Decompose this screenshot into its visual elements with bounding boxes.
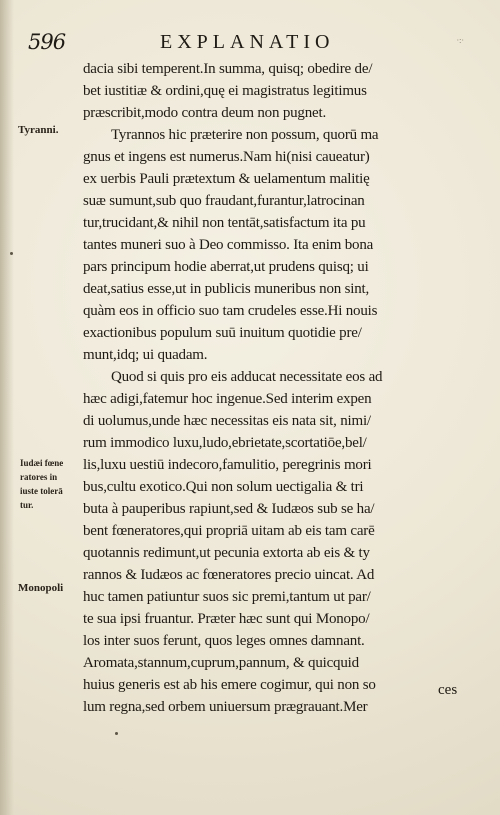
text-line: ex uerbis Pauli prætextum & uelamentum malitię	[83, 171, 370, 187]
margin-note-monopoli: Monopoli	[18, 582, 64, 594]
text-line: dacia sibi temperent.In summa, quisq; obedire de/	[83, 61, 373, 77]
text-line: rannos & Iudæos ac fœneratores precio uincat. Ad	[83, 567, 375, 583]
text-line: suæ sumunt,sub quo fraudant,furantur,latrocinan	[83, 193, 365, 209]
margin-note-iudaei-1: Iudæi fœne	[20, 458, 64, 468]
text-line: exactionibus populum suū inuitum quotidie pre/	[83, 325, 362, 341]
text-line: pars principum hodie aberrat,ut prudens quisq; ui	[83, 259, 369, 275]
text-line: bus,cultu exotico.Qui non solum uectigalia & tri	[83, 479, 364, 495]
text-line: rum immodico luxu,ludo,ebrietate,scortatiōe,bel/	[83, 435, 367, 451]
corner-mark: ·:·	[456, 36, 464, 45]
text-line: te sua ipsi fruantur. Præter hæc sunt qui Monopo/	[83, 611, 370, 627]
running-head: EXPLANATIO	[160, 31, 335, 53]
text-line: bent fœneratores,qui propriā uitam ab eis tam carē	[83, 523, 375, 539]
text-line: gnus et ingens est numerus.Nam hi(nisi caueatur)	[83, 149, 370, 165]
text-line: lum regna,sed orbem uniuersum prægrauant.Mer	[83, 699, 368, 715]
text-line: tur,trucidant,& nihil non tentāt,satisfactum ita pu	[83, 215, 366, 231]
paper-speck	[115, 732, 118, 735]
text-line: quotannis redimunt,ut pecunia extorta ab eis & ty	[83, 545, 370, 561]
paper-speck	[10, 252, 13, 255]
text-line: huc tamen patiuntur suos sic premi,tantum ut par/	[83, 589, 371, 605]
text-line: los inter suos ferunt, quos leges omnes damnant.	[83, 633, 365, 649]
text-line: præscribit,modo contra deum non pugnet.	[83, 105, 326, 121]
catchword: ces	[438, 682, 458, 698]
text-line: buta à pauperibus rapiunt,sed & Iudæos sub se ha/	[83, 501, 375, 517]
margin-note-iudaei-2: ratores in	[20, 472, 58, 482]
text-line: bet iustitiæ & ordini,quę ei magistratus legitimus	[83, 83, 367, 99]
text-line: lis,luxu uestiū indecoro,famulitio, peregrinis mori	[83, 457, 372, 473]
text-line: Tyrannos hic præterire non possum, quorū ma	[111, 127, 379, 143]
text-line: tantes muneri suo à Deo commisso. Ita enim bona	[83, 237, 374, 253]
text-line: Aromata,stannum,cuprum,pannum, & quicquid	[83, 655, 359, 671]
margin-note-iudaei-3: iuste tolerā	[20, 486, 63, 496]
text-line: quàm eos in officio suo tam crudeles esse.Hi nouis	[83, 303, 378, 319]
page-header	[28, 30, 468, 58]
text-line: munt,idq; ui quadam.	[83, 347, 208, 363]
margin-note-iudaei-4: tur.	[20, 500, 34, 510]
text-line: Quod si quis pro eis adducat necessitate eos ad	[111, 369, 383, 385]
gutter-shadow	[0, 0, 14, 815]
text-line: hæc adigi,fatemur hoc ingenue.Sed interim expen	[83, 391, 372, 407]
text-line: huius generis est ab his emere cogimur, qui non so	[83, 677, 376, 693]
text-line: di uolumus,unde hæc necessitas eis nata sit, nimi/	[83, 413, 371, 429]
page-number: 596	[28, 30, 66, 54]
margin-note-tyranni: Tyranni.	[18, 124, 59, 136]
text-line: deat,satius esse,ut in publicis muneribus non sint,	[83, 281, 370, 297]
